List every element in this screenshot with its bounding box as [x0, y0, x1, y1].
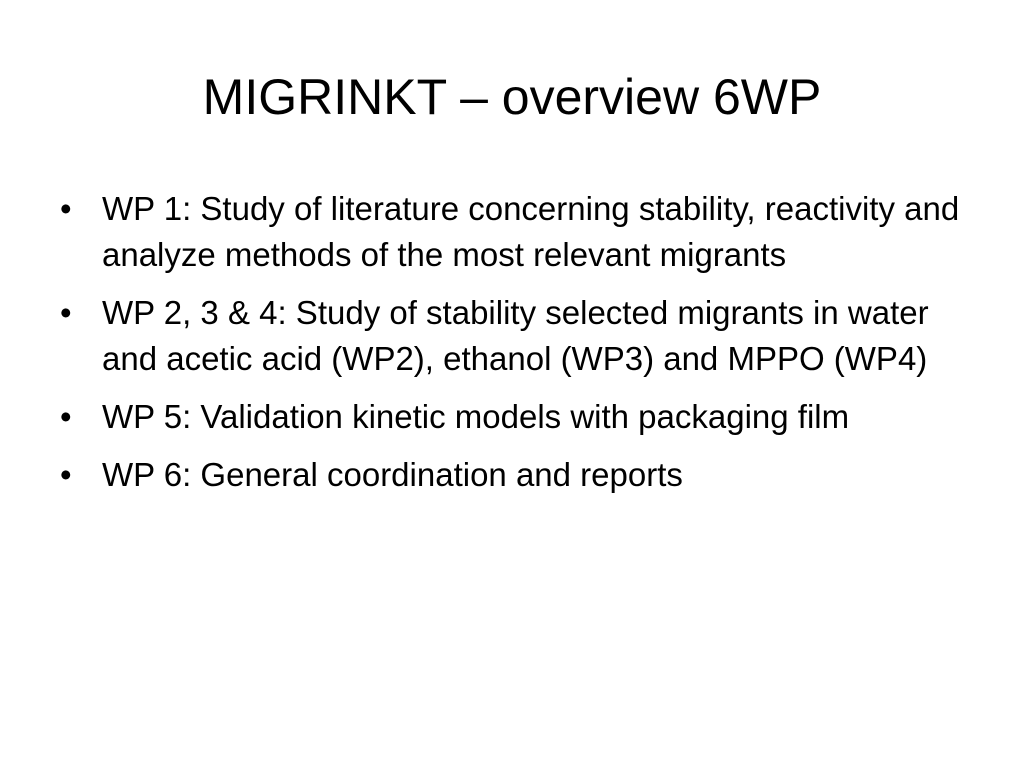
bullet-icon: •: [60, 398, 72, 435]
slide-title: MIGRINKT – overview 6WP: [202, 69, 822, 125]
bullet-text: WP 5: Validation kinetic models with packaging film: [102, 398, 850, 435]
bullet-item: [50, 290, 980, 382]
bullet-icon: •: [60, 294, 72, 331]
bullet-text: WP 2, 3 & 4: Study of stability selected migrants in water and acetic acid (WP2), ethanol (WP3) and MPPO (WP4): [102, 294, 929, 377]
bullet-icon: •: [60, 190, 72, 227]
bullet-item: [50, 452, 980, 498]
bullet-item: [50, 394, 980, 440]
bullet-list: [50, 186, 980, 510]
bullet-text: WP 1: Study of literature concerning stability, reactivity and analyze methods of the most relevant migrants: [102, 190, 960, 273]
bullet-icon: •: [60, 456, 72, 493]
bullet-item: [50, 186, 980, 278]
bullet-text: WP 6: General coordination and reports: [102, 456, 683, 493]
